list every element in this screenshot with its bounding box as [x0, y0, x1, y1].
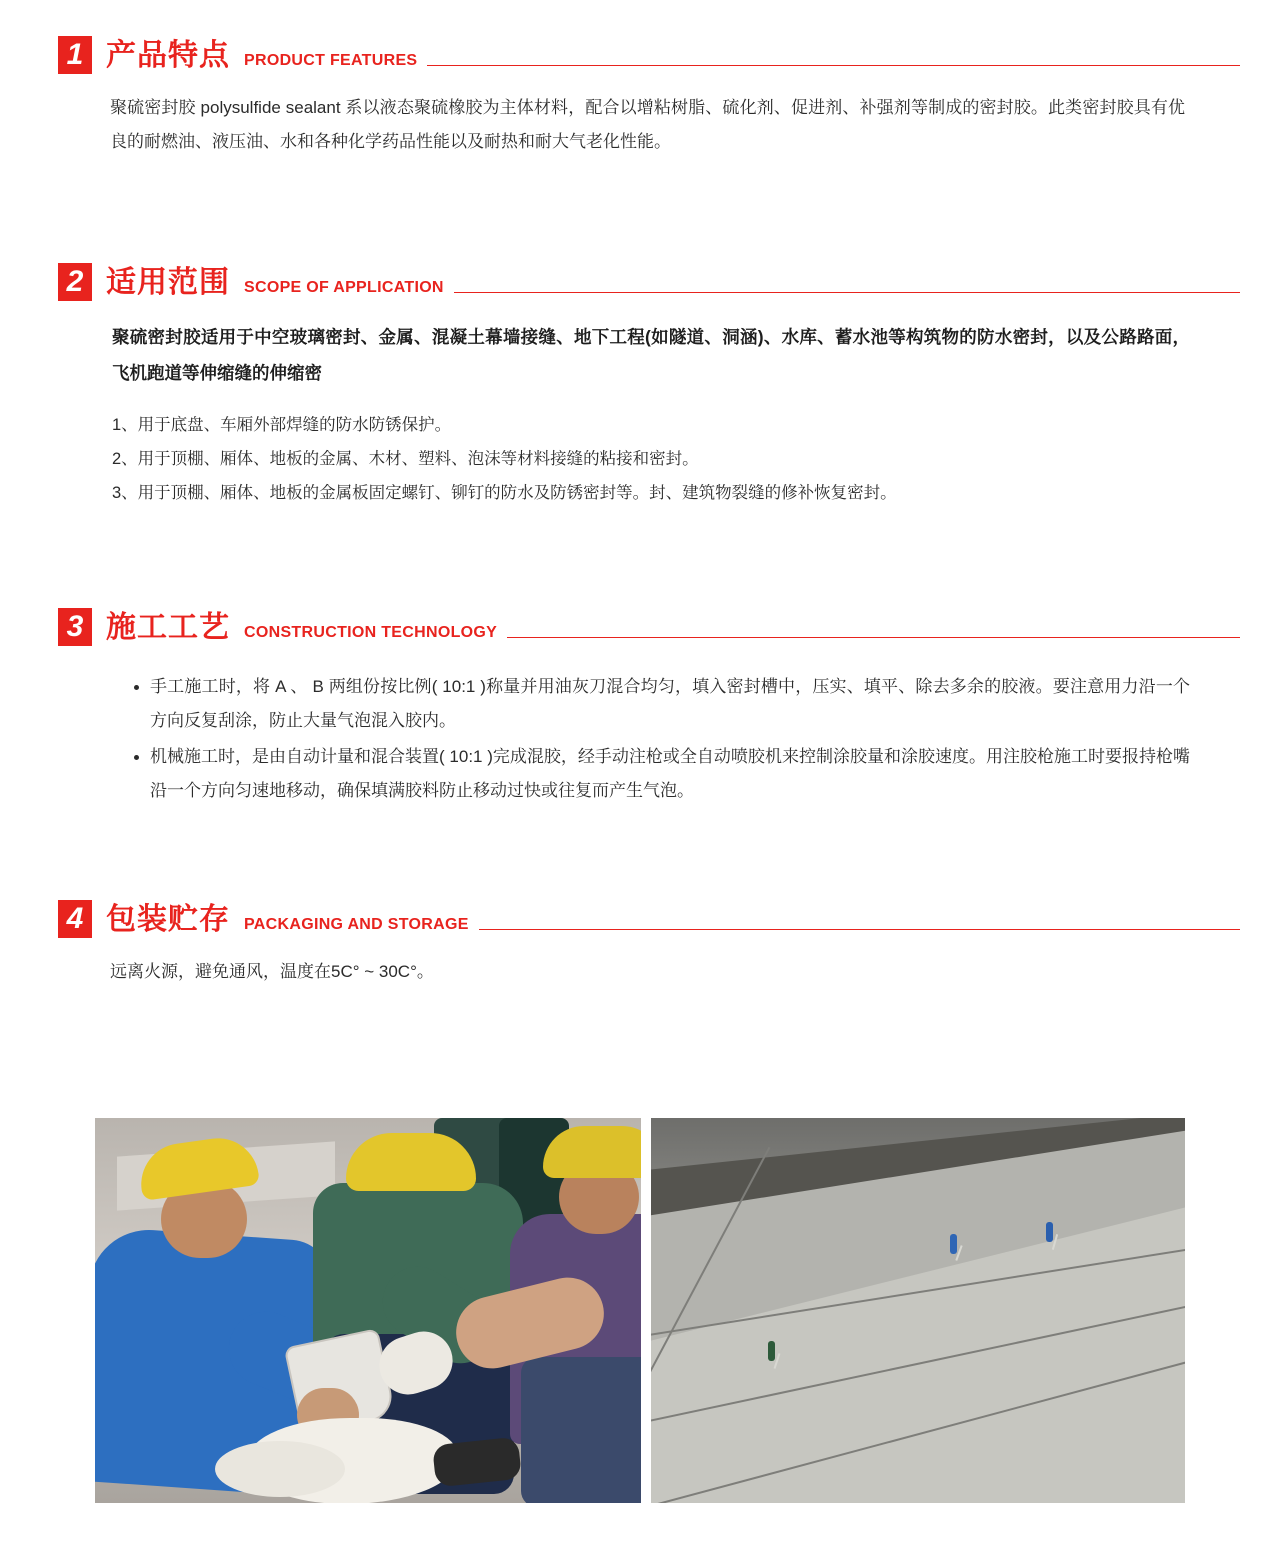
photo-concrete-slope-site — [651, 1118, 1185, 1503]
section-number-badge: 4 — [58, 900, 92, 938]
list-item: 3、用于顶棚、厢体、地板的金属板固定螺钉、铆钉的防水及防锈密封等。封、建筑物裂缝的修补恢复密封。 — [112, 484, 897, 502]
section-body — [0, 670, 1280, 808]
section-body — [0, 955, 1280, 989]
photo-worker-figure — [768, 1341, 775, 1361]
section-body — [0, 319, 1280, 511]
section-heading — [0, 263, 1280, 301]
section-number-badge: 3 — [58, 608, 92, 646]
section-title-cn: 产品特点 — [106, 39, 230, 72]
section-packaging-and-storage — [0, 900, 1280, 989]
list-item: 手工施工时，将 A 、 B 两组份按比例( 10:1 )称量并用油灰刀混合均匀，填入密封槽中，压实、填平、除去多余的胶液。要注意用力沿一个方向反复刮涂，防止大量气泡混入胶内。 — [150, 670, 1190, 738]
section-title-en: SCOPE OF APPLICATION — [244, 279, 444, 296]
section-number-badge: 1 — [58, 36, 92, 74]
photo-worker-figure — [1046, 1222, 1053, 1242]
heading-divider — [479, 929, 1240, 930]
lead-paragraph: 聚硫密封胶适用于中空玻璃密封、金属、混凝土幕墙接缝、地下工程(如隧道、洞涵)、水库、蓄水池等构筑物的防水密封，以及公路路面，飞机跑道等伸缩缝的伸缩密 — [112, 326, 1190, 383]
section-title-cn: 施工工艺 — [106, 611, 230, 644]
section-heading — [0, 36, 1280, 74]
section-number-badge: 2 — [58, 263, 92, 301]
section-title-cn: 适用范围 — [106, 266, 230, 299]
section-title-cn: 包装贮存 — [106, 903, 230, 936]
section-title-en: PACKAGING AND STORAGE — [244, 916, 469, 933]
section-heading — [0, 900, 1280, 938]
heading-divider — [507, 637, 1240, 638]
list-item: 1、用于底盘、车厢外部焊缝的防水防锈保护。 — [112, 416, 452, 434]
section-title-en: CONSTRUCTION TECHNOLOGY — [244, 624, 498, 641]
section-scope-of-application — [0, 263, 1280, 510]
document-page — [0, 36, 1280, 1543]
photo-hard-hat — [346, 1133, 476, 1191]
paragraph: 聚硫密封胶 polysulfide sealant 系以液态聚硫橡胶为主体材料，配合以增粘树脂、硫化剂、促进剂、补强剂等制成的密封胶。此类密封胶具有优良的耐燃油、液压油、水和各种化学药品性能以及耐热和耐大气老化性能。 — [110, 98, 1185, 151]
section-title-en: PRODUCT FEATURES — [244, 52, 418, 69]
section-construction-technology — [0, 608, 1280, 808]
section-product-features — [0, 36, 1280, 159]
list-item: 2、用于顶棚、厢体、地板的金属、木材、塑料、泡沫等材料接缝的粘接和密封。 — [112, 450, 699, 468]
list-item: 机械施工时，是由自动计量和混合装置( 10:1 )完成混胶，经手动注枪或全自动喷胶机来控制涂胶量和涂胶速度。用注胶枪施工时要报持枪嘴沿一个方向匀速地移动，确保填满胶料防止移动过快或往复而产生气泡。 — [150, 740, 1190, 808]
section-heading — [0, 608, 1280, 646]
heading-divider — [427, 65, 1240, 66]
heading-divider — [454, 292, 1240, 293]
bullet-list — [128, 670, 1190, 808]
photo-worker-figure — [950, 1234, 957, 1254]
photo-worker-pants — [521, 1357, 641, 1503]
section-body — [0, 91, 1280, 159]
photo-gallery — [95, 1118, 1185, 1503]
photo-workers-mixing-sealant — [95, 1118, 641, 1503]
paragraph: 远离火源，避免通风，温度在5C° ~ 30C°。 — [110, 962, 434, 981]
